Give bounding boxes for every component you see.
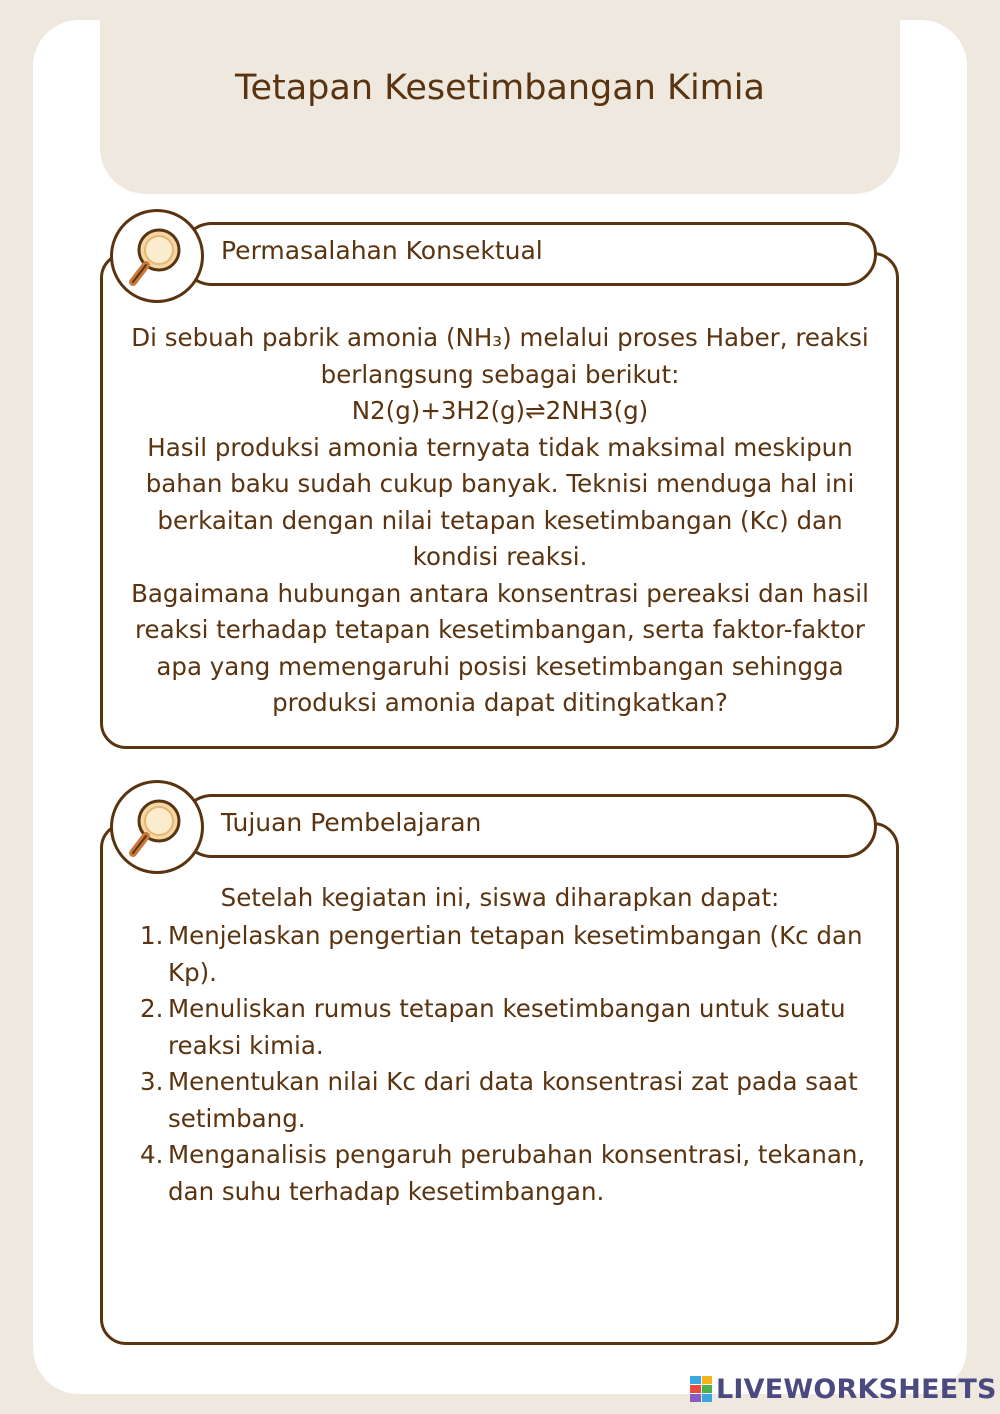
problem-question: Bagaimana hubungan antara konsentrasi pereaksi dan hasil reaksi terhadap tetapan kesetimbangan, serta faktor-faktor apa yang memengaruhi posisi kesetimbangan sehingga produksi amonia dapat ditingkatkan? xyxy=(131,578,869,717)
list-item-text: Menganalisis pengaruh perubahan konsentrasi, tekanan, dan suhu terhadap kesetimbangan. xyxy=(168,1140,866,1206)
problem-body xyxy=(130,320,870,722)
list-item-number: 1. xyxy=(140,921,164,950)
list-item xyxy=(140,991,880,1064)
list-item xyxy=(140,918,880,991)
liveworksheets-mark-icon xyxy=(690,1376,712,1402)
goals-list xyxy=(140,918,880,1210)
problem-heading: Permasalahan Konsektual xyxy=(221,236,543,265)
liveworksheets-brand: LIVEWORKSHEETS xyxy=(716,1373,997,1405)
list-item-number: 2. xyxy=(140,994,164,1023)
goals-icon-circle xyxy=(110,780,204,874)
list-item-text: Menuliskan rumus tetapan kesetimbangan untuk suatu reaksi kimia. xyxy=(168,994,846,1060)
list-item xyxy=(140,1137,880,1210)
problem-paragraph-2: Hasil produksi amonia ternyata tidak maksimal meskipun bahan baku sudah cukup banyak. Teknisi menduga hal ini berkaitan dengan nilai tetapan kesetimbangan (Kc) dan kondisi reaksi. xyxy=(145,432,855,571)
reaction-equation: N2(g)+3H2(g)⇌2NH3(g) xyxy=(351,396,649,425)
problem-paragraph-1: Di sebuah pabrik amonia (NH₃) melalui proses Haber, reaksi berlangsung sebagai berikut: xyxy=(131,323,869,389)
problem-icon-circle xyxy=(110,209,204,303)
list-item xyxy=(140,1064,880,1137)
magnifier-icon xyxy=(127,224,189,290)
list-item-number: 3. xyxy=(140,1067,164,1096)
goals-intro: Setelah kegiatan ini, siswa diharapkan dapat: xyxy=(220,883,780,912)
list-item-number: 4. xyxy=(140,1140,164,1169)
liveworksheets-logo[interactable] xyxy=(690,1372,997,1406)
list-item-text: Menjelaskan pengertian tetapan kesetimbangan (Kc dan Kp). xyxy=(168,921,863,987)
list-item-text: Menentukan nilai Kc dari data konsentrasi zat pada saat setimbang. xyxy=(168,1067,858,1133)
goals-heading: Tujuan Pembelajaran xyxy=(221,808,482,837)
magnifier-icon xyxy=(127,795,189,861)
page-title: Tetapan Kesetimbangan Kimia xyxy=(235,68,765,108)
